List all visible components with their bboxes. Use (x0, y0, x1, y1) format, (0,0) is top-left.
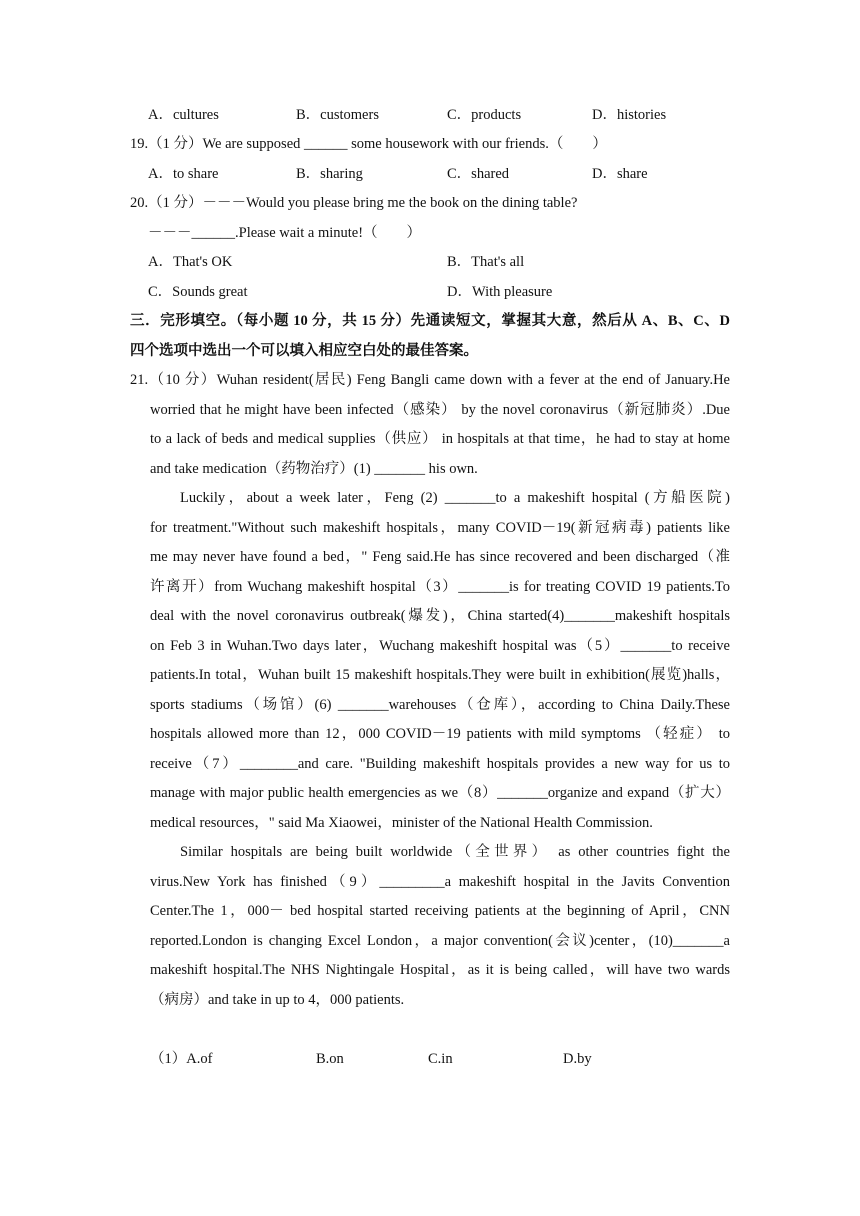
q20-option-a[interactable]: A．That's OK (148, 254, 233, 270)
passage-line: 许离开）from Wuchang makeshift hospital（3）_______is for treating COVID 19 patients.To (150, 579, 730, 595)
passage-line: （病房）and take in up to 4，000 patients. (150, 992, 405, 1008)
section-3-heading: 三．完形填空。（每小题 10 分，共 15 分）先通读短文，掌握其大意，然后从 A、B、C、D (130, 313, 730, 329)
q18-option-a[interactable]: A．cultures (148, 107, 219, 123)
q19-option-a[interactable]: A．to share (148, 166, 219, 182)
passage-line: Center.The 1，000－ bed hospital started receiving patients at the beginning of April，CNN (150, 903, 730, 919)
q1-option-a[interactable]: （1）A.of (150, 1051, 213, 1067)
passage-line: to a lack of beds and medical supplies（供应） in hospitals at that time，he had to stay at home (150, 431, 730, 447)
q18-option-c[interactable]: C．products (447, 107, 522, 123)
q20-stem: 20.（1 分）－－－Would you please bring me the book on the dining table? (130, 195, 578, 211)
passage-line: patients.In total，Wuhan built 15 makeshift hospitals.They were built in exhibition(展览)halls， (150, 667, 730, 683)
passage-line: for treatment."Without such makeshift hospitals，many COVID－19(新冠病毒) patients like (150, 520, 730, 536)
q1-option-d[interactable]: D.by (563, 1051, 592, 1067)
q1-option-c[interactable]: C.in (428, 1051, 453, 1067)
passage-line: reported.London is changing Excel London，a major convention(会议)center，(10)_______a (150, 933, 730, 949)
passage-line: Luckily，about a week later，Feng (2) _______to a makeshift hospital (方船医院) (180, 490, 730, 506)
passage-line: 21.（10 分）Wuhan resident(居民) Feng Bangli came down with a fever at the end of January.He (130, 372, 730, 388)
passage-line: makeshift hospital.The NHS Nightingale Hospital，as it is being called，will have two wards (150, 962, 730, 978)
passage-line: manage with major public health emergencies as we（8）_______organize and expand（扩大） (150, 785, 730, 801)
q19-stem: 19.（1 分）We are supposed ______ some housework with our friends.（ ） (130, 136, 607, 152)
q18-option-b[interactable]: B．customers (296, 107, 379, 123)
q19-option-d[interactable]: D．share (592, 166, 648, 182)
passage-line: sports stadiums（场馆）(6) _______warehouses（仓库），according to China Daily.These (150, 697, 730, 713)
q20-option-d[interactable]: D．With pleasure (447, 284, 553, 300)
passage-line: virus.New York has finished（9）_________a makeshift hospital in the Javits Convention (150, 874, 730, 890)
q19-option-b[interactable]: B．sharing (296, 166, 363, 182)
q20-option-b[interactable]: B．That's all (447, 254, 525, 270)
passage-line: hospitals allowed more than 12，000 COVID－19 patients with mild symptoms （轻症） to (150, 726, 730, 742)
passage-line: and take medication（药物治疗）(1) _______ his own. (150, 461, 478, 477)
passage-line: Similar hospitals are being built worldwide（全世界） as other countries fight the (180, 844, 730, 860)
q18-option-d[interactable]: D．histories (592, 107, 667, 123)
passage-line: deal with the novel coronavirus outbreak(爆发)，China started(4)_______makeshift hospitals (150, 608, 730, 624)
q20-reply: －－－______.Please wait a minute!（ ） (148, 225, 422, 241)
q20-option-c[interactable]: C．Sounds great (148, 284, 248, 300)
passage-line: receive（7）________and care. "Building makeshift hospitals provides a new way for us to (150, 756, 730, 772)
passage-line: me may never have found a bed，" Feng said.He has since recovered and been discharged（准 (150, 549, 730, 565)
section-3-heading-cont: 四个选项中选出一个可以填入相应空白处的最佳答案。 (130, 343, 478, 359)
q1-option-b[interactable]: B.on (316, 1051, 344, 1067)
q19-option-c[interactable]: C．shared (447, 166, 510, 182)
passage-line: on Feb 3 in Wuhan.Two days later，Wuchang makeshift hospital was（5）_______to receive (150, 638, 730, 654)
passage-line: worried that he might have been infected（感染） by the novel coronavirus（新冠肺炎）.Due (150, 402, 730, 418)
passage-line: medical resources，" said Ma Xiaowei，minister of the National Health Commission. (150, 815, 653, 831)
